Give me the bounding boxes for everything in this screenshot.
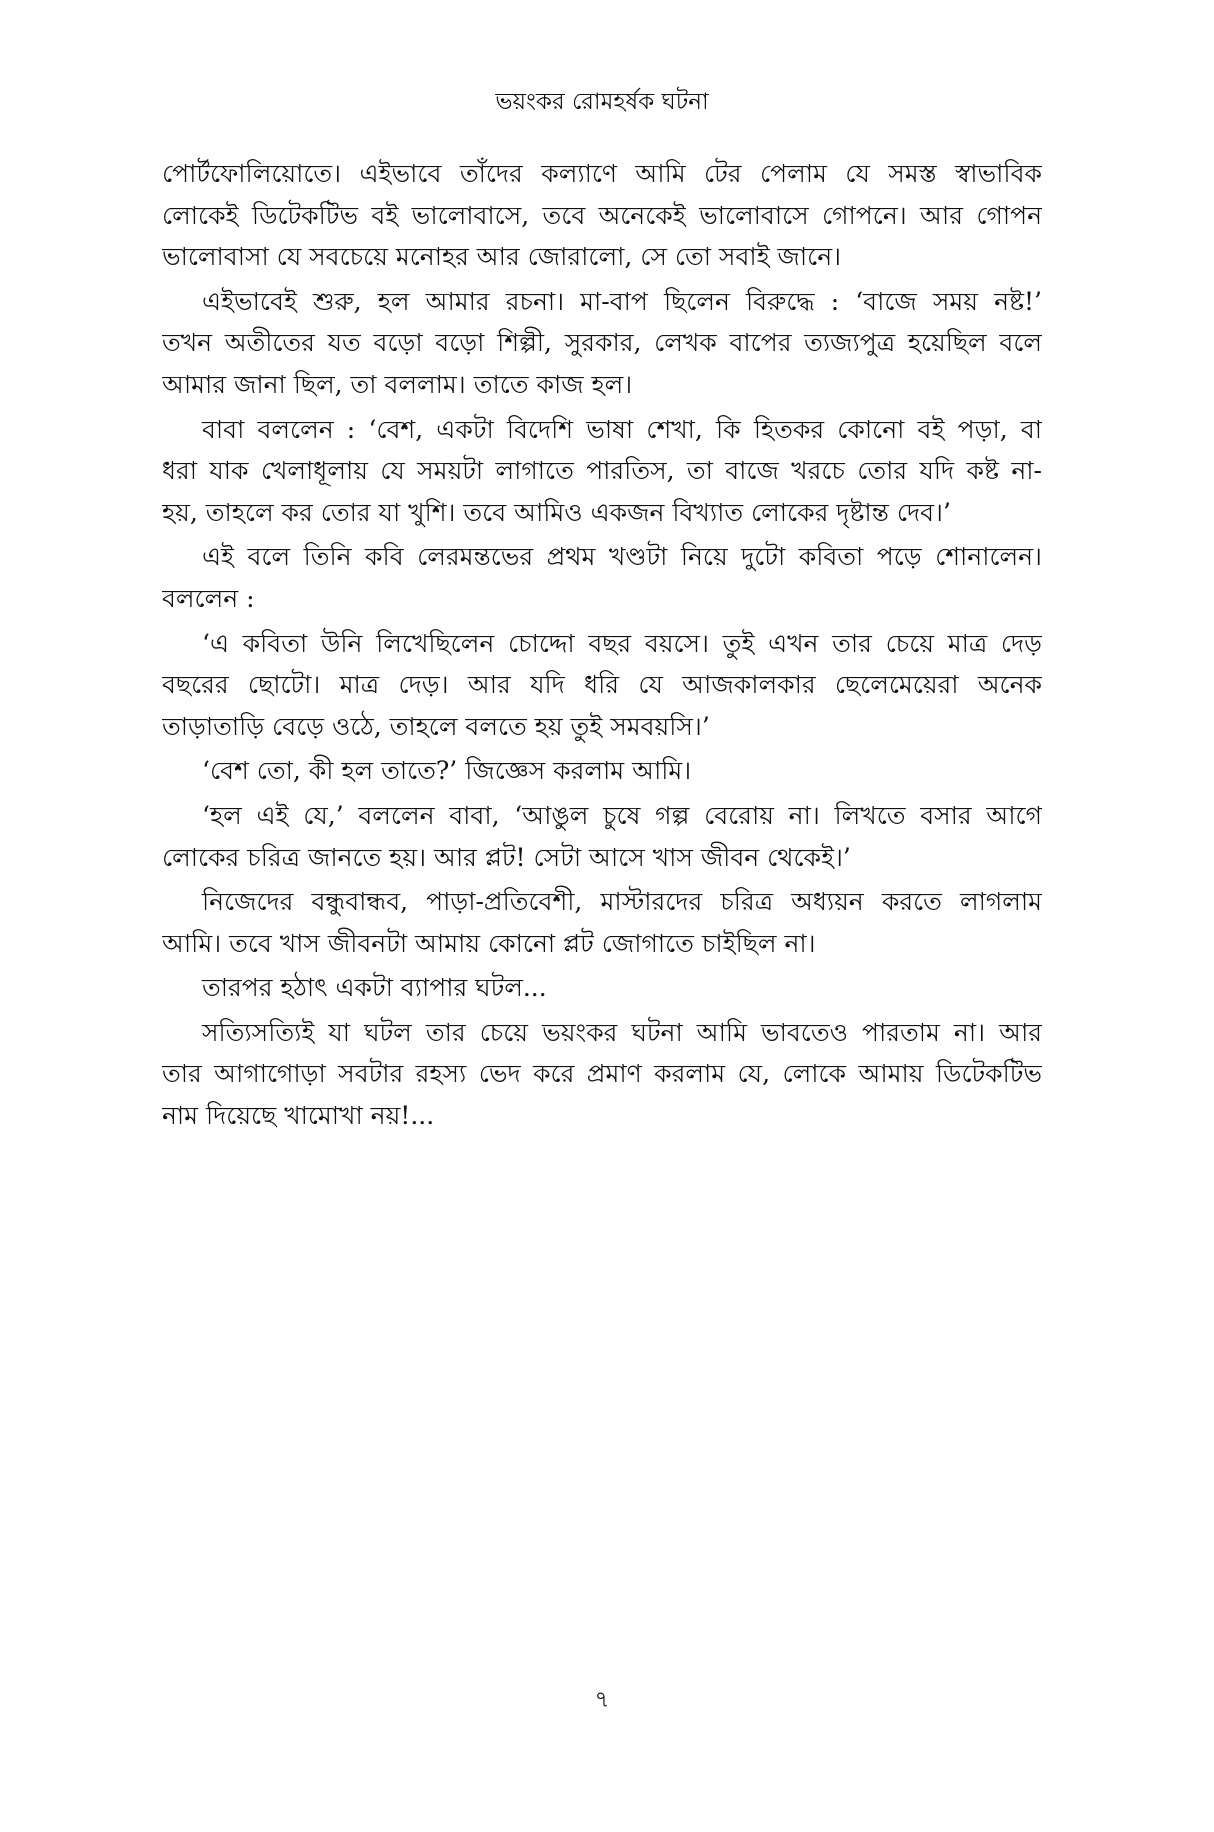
text-line: নাম দিয়েছে খামোখা নয়!... (162, 1101, 435, 1131)
text-line: লোকের চরিত্র জানতে হয়। আর প্লট! সেটা আসে খাস জীবন থেকেই।’ (162, 842, 851, 872)
text-line: তার আগাগোড়া সবটার রহস্য ভেদ করে প্রমাণ করলাম যে, লোকে আমায় ডিটেকটিভ (162, 1059, 1042, 1089)
paragraph (162, 281, 1042, 406)
text-line: বাবা বললেন : ‘বেশ, একটা বিদেশি ভাষা শেখা, কি হিতকর কোনো বই পড়া, বা (202, 414, 1042, 444)
text-line: এইভাবেই শুরু, হল আমার রচনা। মা-বাপ ছিলেন বিরুদ্ধে : ‘বাজে সময় নষ্ট!’ (202, 286, 1042, 316)
text-line: ‘বেশ তো, কী হল তাতে?’ জিজ্ঞেস করলাম আমি। (202, 756, 692, 786)
paragraph (162, 795, 1042, 878)
text-line: তাড়াতাড়ি বেড়ে ওঠে, তাহলে বলতে হয় তুই সমবয়সি।’ (162, 711, 710, 741)
text-line: তারপর হঠাৎ একটা ব্যাপার ঘটল... (202, 973, 547, 1003)
text-line: সত্যিসত্যিই যা ঘটল তার চেয়ে ভয়ংকর ঘটনা আমি ভাবতেও পারতাম না। আর (202, 1017, 1042, 1047)
text-line: আমি। তবে খাস জীবনটা আমায় কোনো প্লট জোগাতে চাইছিল না। (162, 928, 816, 958)
running-header: ভয়ংকর রোমহর্ষক ঘটনা (495, 89, 709, 115)
paragraph (162, 536, 1042, 619)
paragraph (162, 409, 1042, 534)
paragraph (162, 153, 1042, 278)
paragraph (162, 1012, 1042, 1137)
text-line: হয়, তাহলে কর তোর যা খুশি। তবে আমিও একজন বিখ্যাত লোকের দৃষ্টান্ত দেব।’ (162, 497, 951, 527)
text-line: লোকেই ডিটেকটিভ বই ভালোবাসে, তবে অনেকেই ভালোবাসে গোপনে। আর গোপন (162, 200, 1042, 230)
text-line: নিজেদের বন্ধুবান্ধব, পাড়া-প্রতিবেশী, মাস্টারদের চরিত্র অধ্যয়ন করতে লাগলাম (202, 887, 1042, 917)
text-line: আমার জানা ছিল, তা বললাম। তাতে কাজ হল। (162, 369, 633, 399)
page-number: ৭ (594, 1687, 610, 1713)
text-line: এই বলে তিনি কবি লেরমন্তভের প্রথম খণ্ডটা নিয়ে দুটো কবিতা পড়ে শোনালেন। (202, 542, 1042, 572)
text-line: তখন অতীতের যত বড়ো বড়ো শিল্পী, সুরকার, লেখক বাপের ত্যজ্যপুত্র হয়েছিল বলে (162, 328, 1042, 358)
text-line: ধরা যাক খেলাধূলায় যে সময়টা লাগাতে পারতিস, তা বাজে খরচে তোর যদি কষ্ট না- (162, 456, 1042, 486)
text-line: বছরের ছোটো। মাত্র দেড়। আর যদি ধরি যে আজকালকার ছেলেমেয়েরা অনেক (162, 670, 1042, 700)
paragraph (162, 623, 1042, 748)
paragraph (162, 967, 1042, 1009)
text-line: ‘হল এই যে,’ বললেন বাবা, ‘আঙুল চুষে গল্প বেরোয় না। লিখতে বসার আগে (202, 800, 1042, 830)
text-line: পোর্টফোলিয়োতে। এইভাবে তাঁদের কল্যাণে আমি টের পেলাম যে সমস্ত স্বাভাবিক (162, 159, 1042, 188)
paragraph (162, 881, 1042, 964)
text-line: বললেন : (162, 583, 255, 613)
text-line: ‘এ কবিতা উনি লিখেছিলেন চোদ্দো বছর বয়সে। তুই এখন তার চেয়ে মাত্র দেড় (202, 628, 1042, 658)
body-text (162, 153, 1042, 1137)
paragraph (162, 750, 1042, 792)
text-line: ভালোবাসা যে সবচেয়ে মনোহর আর জোরালো, সে তো সবাই জানে। (162, 242, 842, 272)
